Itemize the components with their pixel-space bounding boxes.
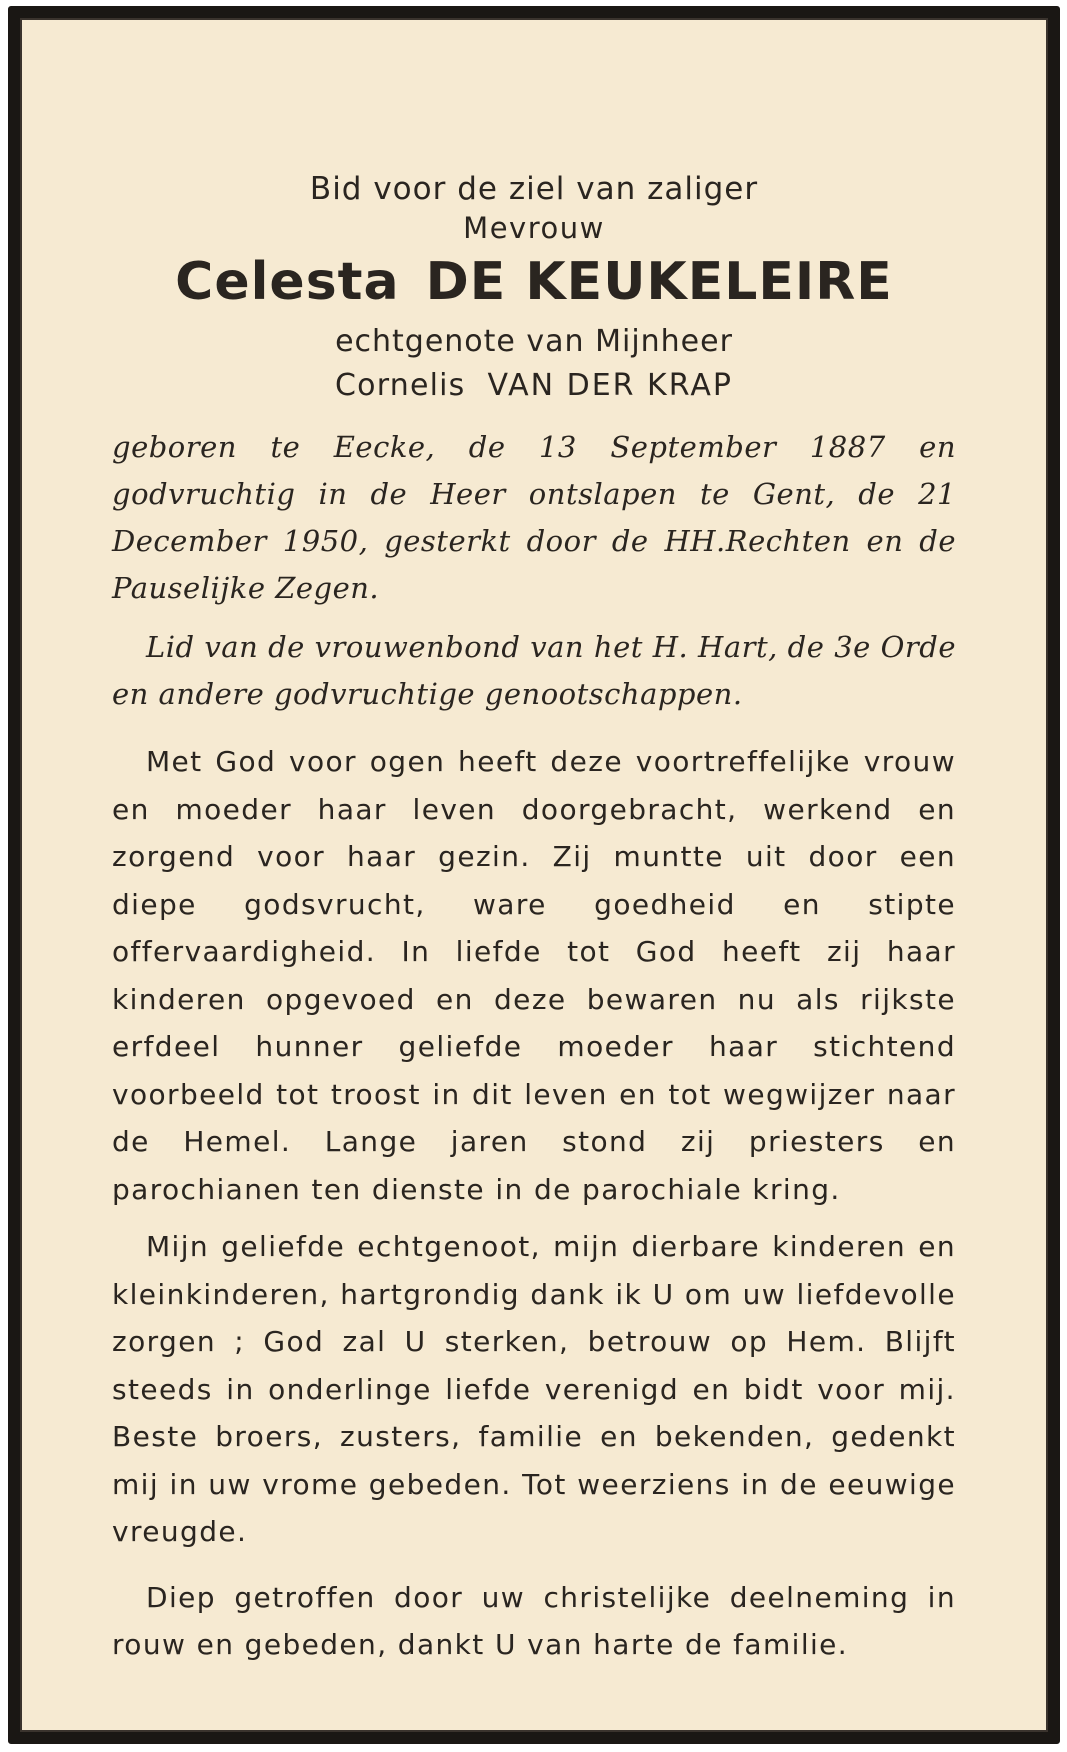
membership-paragraph: Lid van de vrouwenbond van het H. Hart, de 3e Orde en andere godvruchtige genootschappen. [112,630,956,711]
deceased-surname: DE KEUKELEIRE [425,252,893,312]
thanks-paragraph: Diep getroffen door uw christelijke deelneming in rouw en gebeden, dankt U van harte de familie. [112,1580,956,1661]
spouse-first-name: Cornelis [335,368,466,403]
deceased-first-name: Celesta [175,252,400,312]
tribute-paragraph: Met God voor ogen heeft deze voortreffelijke vrouw en moeder haar leven doorgebracht, werkend en zorgend voor haar gezin. Zij muntte uit door een diepe godsvrucht, ware goedheid en stipte offervaardigheid. In liefde tot God heeft zij haar kinderen opgevoed en deze bewaren nu als rijkste erfdeel hunner geliefde moeder haar stichtend voorbeeld tot troost in dit leven en tot wegwijzer naar de Hemel. Lange jaren stond zij priesters en parochianen ten dienste in de parochiale kring. [112,745,956,1206]
birth-death-paragraph: geboren te Eecke, de 13 September 1887 en godvruchtig in de Heer ontslapen te Gent, de 21 December 1950, gesterkt door de HH.Rechten en de Pauselijke Zegen. [112,430,956,605]
prayer-line: Bid voor de ziel van zaliger [309,171,759,207]
card-content [112,168,956,1669]
spouse-name [112,364,956,408]
spouse-intro: echtgenote van Mijnheer [335,324,733,359]
honorific: Mevrouw [463,211,605,245]
spouse-surname: VAN DER KRAP [487,368,733,403]
farewell-paragraph: Mijn geliefde echtgenoot, mijn dierbare kinderen en kleinkinderen, hartgrondig dank ik U om uw liefdevolle zorgen ; God zal U sterken, betrouw op Hem. Blijft steeds in onderlinge liefde verenigd en bidt voor mij. Beste broers, zusters, familie en bekenden, gedenkt mij in uw vrome gebeden. Tot weerziens in de eeuwige vreugde. [112,1230,956,1548]
memorial-card [8,6,1060,1744]
deceased-name [112,250,956,314]
